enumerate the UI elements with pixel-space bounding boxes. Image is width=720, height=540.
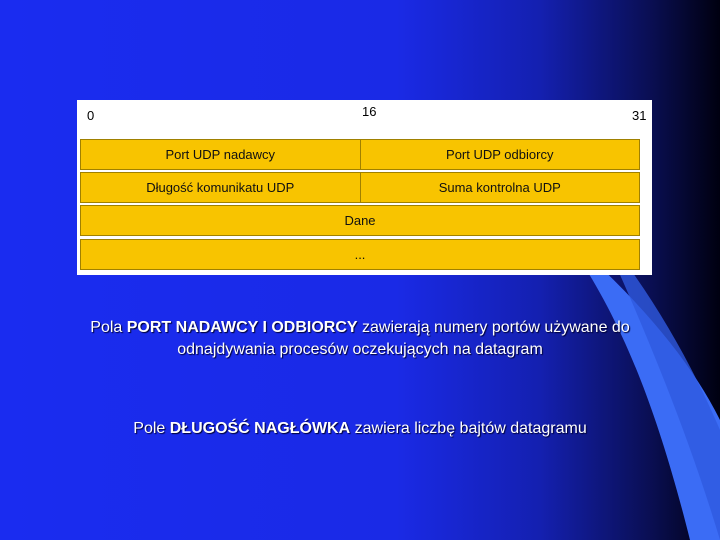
field-source-port: Port UDP nadawcy <box>165 147 276 162</box>
paragraph-length <box>40 418 680 440</box>
bit-label-mid: 16 <box>362 104 377 119</box>
paragraph-ports <box>40 317 680 361</box>
paragraph-ports-rest: zawierają numery portów używane do odnajdywania procesów oczekujących na datagram <box>177 319 630 358</box>
data-row <box>80 205 640 236</box>
field-destination-port: Port UDP odbiorcy <box>360 140 640 169</box>
bit-label-start: 0 <box>87 108 95 123</box>
field-checksum: Suma kontrolna UDP <box>360 173 640 202</box>
field-length: Długość komunikatu UDP <box>146 180 295 195</box>
paragraph-length-rest: zawiera liczbę bajtów datagramu <box>350 420 587 437</box>
paragraph-ports-prefix: Pola <box>90 319 127 336</box>
udp-header-diagram <box>77 100 652 275</box>
data-continuation-row <box>80 239 640 270</box>
field-data: Dane <box>344 213 376 228</box>
bit-label-end: 31 <box>632 108 647 123</box>
paragraph-ports-bold: PORT NADAWCY I ODBIORCY <box>126 319 358 336</box>
header-row-length-checksum <box>80 172 640 203</box>
field-ellipsis: ... <box>354 247 366 262</box>
header-row-ports <box>80 139 640 170</box>
paragraph-length-prefix: Pole <box>133 420 170 437</box>
paragraph-length-bold: DŁUGOŚĆ NAGŁÓWKA <box>169 420 351 437</box>
